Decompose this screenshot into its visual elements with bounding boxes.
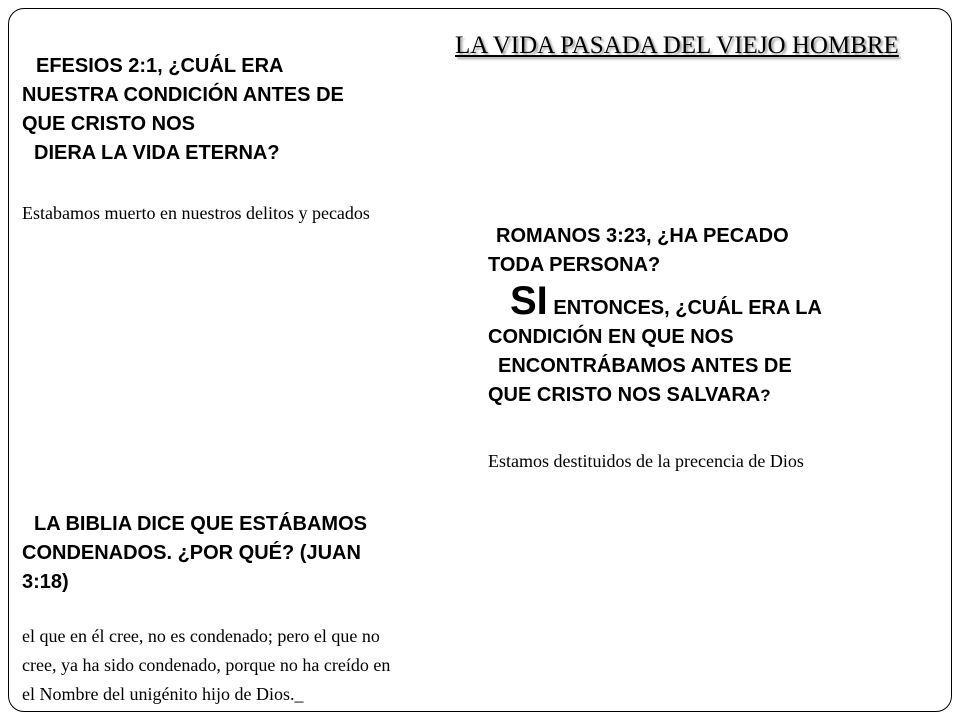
question-line-rest: ENTONCES, ¿CUÁL ERA LA	[553, 297, 822, 319]
answer-romanos: Estamos destituidos de la precencia de Dios	[488, 451, 804, 471]
question-mark: ?	[760, 386, 771, 405]
question-line: DIERA LA VIDA ETERNA?	[34, 142, 280, 164]
question-line: CONDENADOS. ¿POR QUÉ? (JUAN	[22, 542, 361, 564]
question-line: 3:18)	[22, 571, 69, 593]
question-line-text: QUE CRISTO NOS SALVARA	[488, 384, 761, 406]
question-line: ROMANOS 3:23, ¿HA PECADO	[496, 225, 789, 247]
answer-line: el Nombre del unigénito hijo de Dios._	[22, 684, 304, 704]
answer-line: el que en él cree, no es condenado; pero el que no	[22, 626, 380, 646]
answer-line: cree, ya ha sido condenado, porque no ha creído en	[22, 655, 391, 675]
question-line: EFESIOS 2:1, ¿CUÁL ERA	[36, 55, 284, 77]
si-emphasis: SI	[510, 279, 548, 323]
question-line: CONDICIÓN EN QUE NOS	[488, 326, 734, 348]
question-line: TODA PERSONA?	[488, 254, 661, 276]
question-romanos	[488, 222, 938, 410]
question-biblia	[22, 510, 492, 597]
question-line: NUESTRA CONDICIÓN ANTES DE	[22, 84, 344, 106]
answer-juan	[22, 622, 390, 709]
answer-efesios: Estabamos muerto en nuestros delitos y pecados	[22, 203, 370, 223]
question-line: LA BIBLIA DICE QUE ESTÁBAMOS	[34, 513, 367, 535]
question-line: QUE CRISTO NOS	[22, 113, 195, 135]
question-line: ENCONTRÁBAMOS ANTES DE	[498, 355, 792, 377]
slide-title: LA VIDA PASADA DEL VIEJO HOMBRE	[455, 32, 899, 59]
question-efesios	[22, 52, 482, 168]
question-line	[488, 381, 938, 410]
